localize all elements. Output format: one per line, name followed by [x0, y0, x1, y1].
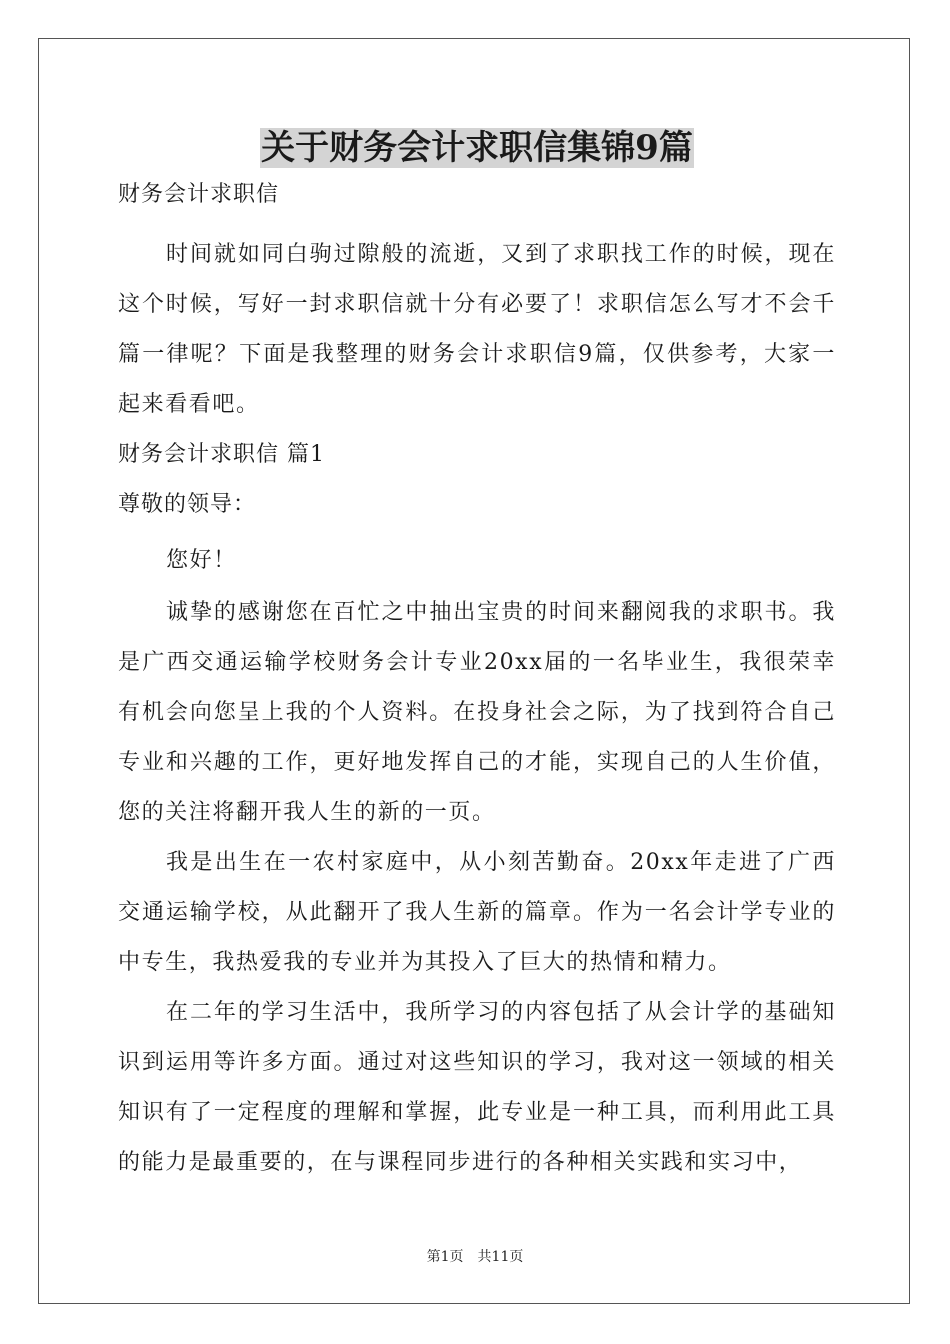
greeting: 您好！	[166, 548, 237, 573]
intro-paragraph: 时间就如同白驹过隙般的流逝，又到了求职找工作的时候，现在这个时候，写好一封求职信就十分有必要了！求职信怎么写才不会千篇一律呢？下面是我整理的财务会计求职信9篇，仅供参考，大家一起来看看吧。	[118, 242, 836, 417]
letter-heading: 财务会计求职信 篇1	[118, 442, 325, 467]
body-paragraph-1: 诚挚的感谢您在百忙之中抽出宝贵的时间来翻阅我的求职书。我是广西交通运输学校财务会计专业20xx届的一名毕业生，我很荣幸有机会向您呈上我的个人资料。在投身社会之际，为了找到符合自己专业和兴趣的工作，更好地发挥自己的才能，实现自己的人生价值，您的关注将翻开我人生的新的一页。	[118, 600, 836, 825]
section-title: 财务会计求职信	[118, 182, 280, 207]
document-title	[118, 122, 836, 174]
body-paragraph-3: 在二年的学习生活中，我所学习的内容包括了从会计学的基础知识到运用等许多方面。通过对这些知识的学习，我对这一领域的相关知识有了一定程度的理解和掌握，此专业是一种工具，而利用此工具的能力是最重要的，在与课程同步进行的各种相关实践和实习中，	[118, 1000, 836, 1175]
page-footer	[0, 1247, 950, 1267]
document-body	[118, 122, 836, 1188]
page-number: 第1页	[426, 1249, 464, 1265]
salutation: 尊敬的领导：	[118, 492, 257, 517]
document-title-text: 关于财务会计求职信集锦9篇	[261, 128, 693, 168]
body-paragraph-2: 我是出生在一农村家庭中，从小刻苦勤奋。20xx年走进了广西交通运输学校，从此翻开了我人生新的篇章。作为一名会计学专业的中专生，我热爱我的专业并为其投入了巨大的热情和精力。	[118, 850, 836, 975]
page-total: 共11页	[477, 1249, 524, 1265]
